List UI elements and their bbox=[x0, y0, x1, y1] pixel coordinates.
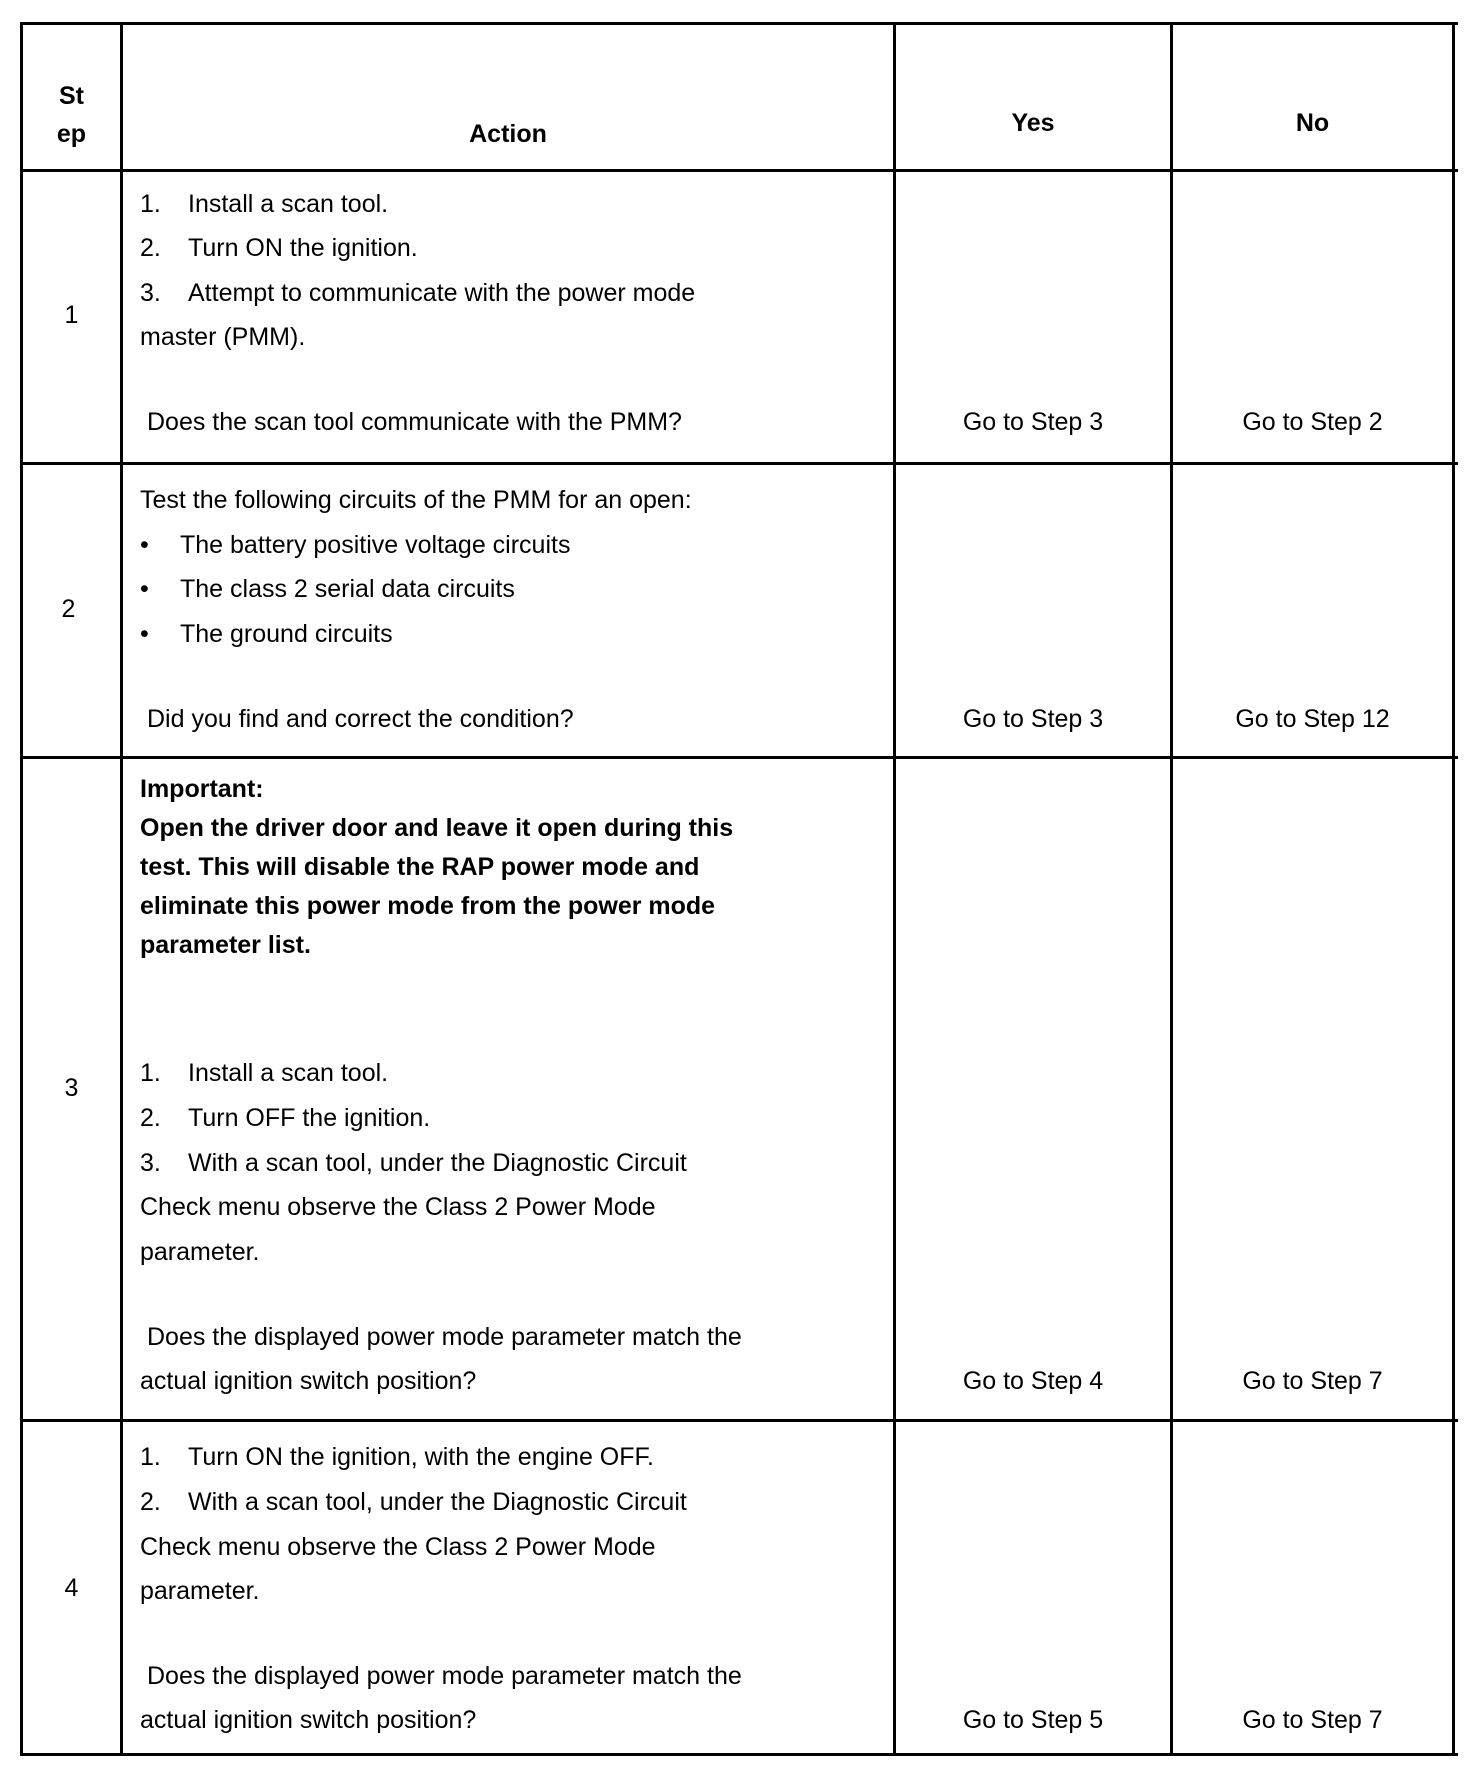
action-item: 1. Install a scan tool. bbox=[140, 190, 389, 218]
action-question: Did you find and correct the condition? bbox=[147, 705, 574, 733]
header-step-line-2: ep bbox=[56, 120, 87, 148]
step-number: 1 bbox=[64, 301, 79, 329]
yes-result: Go to Step 4 bbox=[962, 1367, 1104, 1395]
action-item: 2. Turn ON the ignition. bbox=[140, 234, 418, 262]
action-question: Does the scan tool communicate with the PMM? bbox=[147, 408, 682, 436]
grid-line bbox=[20, 169, 1458, 172]
action-bullet: • The ground circuits bbox=[140, 620, 393, 648]
action-item: 2. Turn OFF the ignition. bbox=[140, 1104, 431, 1132]
action-item-cont: Check menu observe the Class 2 Power Mode bbox=[140, 1193, 656, 1221]
action-item: 2. With a scan tool, under the Diagnostic Circuit bbox=[140, 1488, 687, 1516]
action-item-cont: master (PMM). bbox=[140, 323, 306, 351]
action-question: Does the displayed power mode parameter match the bbox=[147, 1323, 742, 1351]
header-no: No bbox=[1295, 109, 1330, 137]
action-item: 3. Attempt to communicate with the power mode bbox=[140, 279, 696, 307]
grid-line bbox=[120, 22, 123, 1756]
diagnostic-table bbox=[20, 22, 1458, 1756]
action-item-cont: Check menu observe the Class 2 Power Mode bbox=[140, 1533, 656, 1561]
step-number: 4 bbox=[64, 1574, 79, 1602]
action-item: 3. With a scan tool, under the Diagnostic Circuit bbox=[140, 1149, 687, 1177]
action-question: actual ignition switch position? bbox=[140, 1706, 477, 1734]
grid-line bbox=[20, 756, 1458, 759]
important-line: Open the driver door and leave it open during this bbox=[140, 814, 734, 842]
action-item: 1. Install a scan tool. bbox=[140, 1059, 389, 1087]
header-yes: Yes bbox=[1011, 109, 1055, 137]
action-question: Does the displayed power mode parameter match the bbox=[147, 1662, 742, 1690]
no-result: Go to Step 7 bbox=[1242, 1367, 1383, 1395]
grid-line bbox=[1452, 22, 1455, 1756]
grid-line bbox=[20, 22, 23, 1756]
no-result: Go to Step 2 bbox=[1242, 408, 1383, 436]
step-number: 3 bbox=[64, 1074, 79, 1102]
grid-line bbox=[893, 22, 896, 1756]
action-item: 1. Turn ON the ignition, with the engine OFF. bbox=[140, 1443, 654, 1471]
grid-line bbox=[20, 462, 1458, 465]
important-line: eliminate this power mode from the power mode bbox=[140, 892, 716, 920]
important-title: Important: bbox=[140, 775, 264, 803]
step-number: 2 bbox=[61, 595, 76, 623]
header-action: Action bbox=[469, 120, 547, 148]
yes-result: Go to Step 5 bbox=[962, 1706, 1104, 1734]
action-item-cont: parameter. bbox=[140, 1238, 260, 1266]
yes-result: Go to Step 3 bbox=[962, 408, 1104, 436]
important-line: parameter list. bbox=[140, 931, 311, 959]
important-line: test. This will disable the RAP power mode and bbox=[140, 853, 700, 881]
header-step-line-1: St bbox=[59, 82, 84, 110]
action-intro: Test the following circuits of the PMM for an open: bbox=[140, 486, 692, 514]
grid-line bbox=[1170, 22, 1173, 1756]
action-item-cont: parameter. bbox=[140, 1577, 260, 1605]
grid-line bbox=[20, 22, 1458, 25]
grid-line bbox=[20, 1419, 1458, 1422]
action-question: actual ignition switch position? bbox=[140, 1367, 477, 1395]
grid-line bbox=[20, 1753, 1458, 1756]
no-result: Go to Step 12 bbox=[1235, 705, 1390, 733]
yes-result: Go to Step 3 bbox=[962, 705, 1104, 733]
no-result: Go to Step 7 bbox=[1242, 1706, 1383, 1734]
action-bullet: • The class 2 serial data circuits bbox=[140, 575, 515, 603]
action-bullet: • The battery positive voltage circuits bbox=[140, 531, 571, 559]
